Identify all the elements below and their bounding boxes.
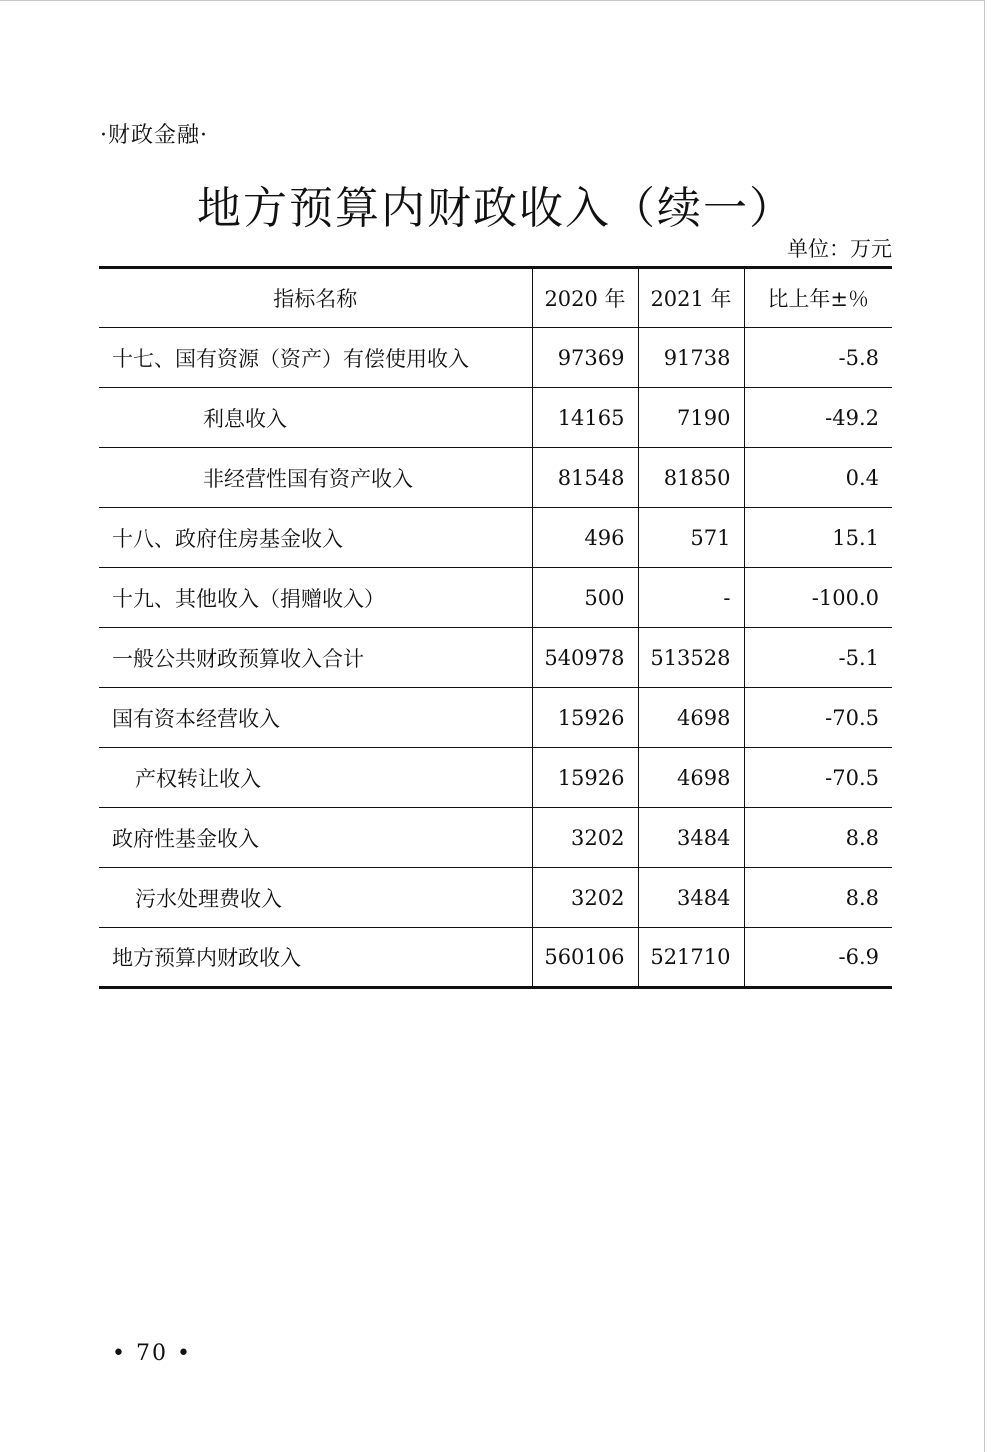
unit-label: 单位：万元 <box>787 237 892 261</box>
column-header-name: 指标名称 <box>99 268 532 328</box>
table-row <box>99 388 892 448</box>
column-header-2021: 2021 年 <box>638 268 744 328</box>
row-name-cell: 国有资本经营收入 <box>99 688 532 748</box>
row-2020-cell: 540978 <box>532 628 638 688</box>
row-2021-cell: 4698 <box>638 688 744 748</box>
row-2021-cell: 3484 <box>638 808 744 868</box>
row-name-cell: 政府性基金收入 <box>99 808 532 868</box>
table-row <box>99 748 892 808</box>
table-row <box>99 328 892 388</box>
row-2021-cell: 81850 <box>638 448 744 508</box>
row-name-cell: 十七、国有资源（资产）有偿使用收入 <box>99 328 532 388</box>
row-change-cell: -70.5 <box>744 688 892 748</box>
row-2021-cell: 91738 <box>638 328 744 388</box>
row-name-cell: 十九、其他收入（捐赠收入） <box>99 568 532 628</box>
column-header-change: 比上年±％ <box>744 268 892 328</box>
page-title: 地方预算内财政收入（续一） <box>197 183 795 234</box>
row-2021-cell: 571 <box>638 508 744 568</box>
row-2020-cell: 15926 <box>532 748 638 808</box>
table-row <box>99 568 892 628</box>
row-2020-cell: 560106 <box>532 928 638 988</box>
section-header: ·财政金融· <box>100 123 208 148</box>
row-2021-cell: 7190 <box>638 388 744 448</box>
row-change-cell: -5.8 <box>744 328 892 388</box>
table-row <box>99 868 892 928</box>
row-name-cell: 产权转让收入 <box>99 748 532 808</box>
row-name-cell: 非经营性国有资产收入 <box>99 448 532 508</box>
row-name-cell: 一般公共财政预算收入合计 <box>99 628 532 688</box>
row-name-cell: 十八、政府住房基金收入 <box>99 508 532 568</box>
row-change-cell: 8.8 <box>744 808 892 868</box>
table-row <box>99 688 892 748</box>
row-2020-cell: 97369 <box>532 328 638 388</box>
row-2020-cell: 15926 <box>532 688 638 748</box>
row-change-cell: -49.2 <box>744 388 892 448</box>
row-name-cell: 地方预算内财政收入 <box>112 946 301 970</box>
row-2020-cell: 14165 <box>532 388 638 448</box>
page-border-top <box>0 0 985 1</box>
row-2021-cell: 4698 <box>638 748 744 808</box>
row-2021-cell: 521710 <box>638 928 744 988</box>
row-2020-cell: 3202 <box>532 808 638 868</box>
row-change-cell: -6.9 <box>744 928 892 988</box>
table-row <box>99 508 892 568</box>
row-name-cell: 利息收入 <box>99 388 532 448</box>
table-row <box>99 448 892 508</box>
row-name-cell: 污水处理费收入 <box>99 868 532 928</box>
column-header-2020: 2020 年 <box>532 268 638 328</box>
row-2020-cell: 3202 <box>532 868 638 928</box>
row-2020-cell: 496 <box>532 508 638 568</box>
table-row <box>99 928 892 988</box>
row-2021-cell: 513528 <box>638 628 744 688</box>
row-change-cell: 8.8 <box>744 868 892 928</box>
revenue-table <box>99 266 892 989</box>
row-change-cell: -5.1 <box>744 628 892 688</box>
table-body <box>99 328 892 988</box>
row-change-cell: -70.5 <box>744 748 892 808</box>
row-change-cell: -100.0 <box>744 568 892 628</box>
page-number: • 70 • <box>112 1341 192 1366</box>
row-2020-cell: 81548 <box>532 448 638 508</box>
table-row <box>99 628 892 688</box>
row-change-cell: 0.4 <box>744 448 892 508</box>
row-2021-cell: 3484 <box>638 868 744 928</box>
row-change-cell: 15.1 <box>744 508 892 568</box>
table-row <box>99 808 892 868</box>
table-header-row <box>99 268 892 328</box>
row-2020-cell: 500 <box>532 568 638 628</box>
row-2021-cell: - <box>638 568 744 628</box>
